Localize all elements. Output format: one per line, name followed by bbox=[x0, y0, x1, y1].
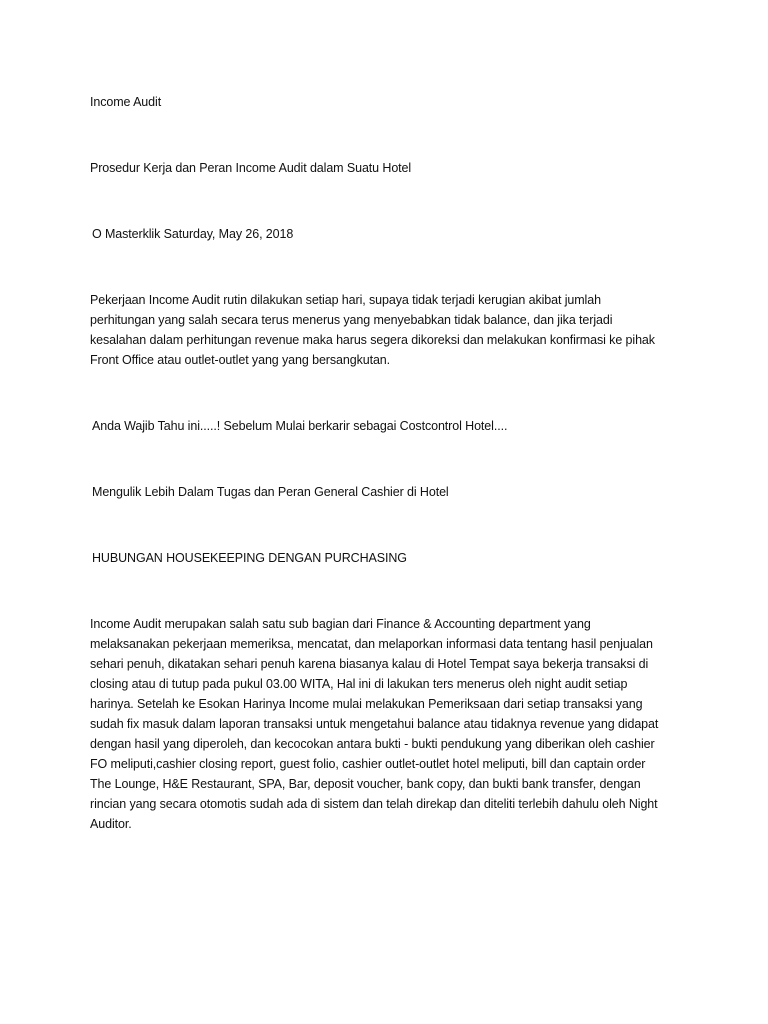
paragraph-line: closing atau di tutup pada pukul 03.00 WITA, Hal ini di lakukan ters menerus oleh night audit setiap bbox=[90, 677, 628, 691]
paragraph-line: The Lounge, H&E Restaurant, SPA, Bar, deposit voucher, bank copy, dan bukti bank transfer, dengan bbox=[90, 777, 641, 791]
intro-paragraph bbox=[90, 290, 690, 370]
paragraph-line: harinya. Setelah ke Esokan Harinya Income mulai melakukan Pemeriksaan dari setiap transaksi yang bbox=[90, 697, 643, 711]
paragraph-line: dengan hasil yang diperoleh, dan kecocokan antara bukti - bukti pendukung yang diberikan oleh cashier bbox=[90, 737, 655, 751]
paragraph-line: sehari penuh, dikatakan sehari penuh karena biasanya kalau di Hotel Tempat saya bekerja transaksi di bbox=[90, 657, 649, 671]
paragraph-line: kesalahan dalam perhitungan revenue maka harus segera dikoreksi dan melakukan konfirmasi ke pihak bbox=[90, 333, 655, 347]
paragraph-line: Income Audit merupakan salah satu sub bagian dari Finance & Accounting department yang bbox=[90, 617, 591, 631]
author-date-line: O Masterklik Saturday, May 26, 2018 bbox=[92, 227, 294, 241]
paragraph-line: sudah fix masuk dalam laporan transaksi untuk mengetahui balance atau tidaknya revenue yang didapat bbox=[90, 717, 659, 731]
paragraph-line: Auditor. bbox=[90, 817, 132, 831]
document-title: Income Audit bbox=[90, 95, 162, 109]
paragraph-line: rincian yang secara otomotis sudah ada di sistem dan telah direkap dan diteliti terlebih dahulu oleh Night bbox=[90, 797, 658, 811]
document-subtitle: Prosedur Kerja dan Peran Income Audit dalam Suatu Hotel bbox=[90, 161, 412, 175]
related-article-link[interactable]: Mengulik Lebih Dalam Tugas dan Peran General Cashier di Hotel bbox=[92, 485, 449, 499]
related-article-link[interactable]: HUBUNGAN HOUSEKEEPING DENGAN PURCHASING bbox=[92, 551, 407, 565]
paragraph-line: perhitungan yang salah secara terus menerus yang menyebabkan tidak balance, dan jika terjadi bbox=[90, 313, 613, 327]
paragraph-line: FO meliputi,cashier closing report, guest folio, cashier outlet-outlet hotel meliputi, bill dan captain order bbox=[90, 757, 646, 771]
paragraph-line: Pekerjaan Income Audit rutin dilakukan setiap hari, supaya tidak terjadi kerugian akibat jumlah bbox=[90, 293, 601, 307]
body-paragraph bbox=[90, 614, 690, 834]
paragraph-line: melaksanakan pekerjaan memeriksa, mencatat, dan melaporkan informasi data tentang hasil penjualan bbox=[90, 637, 653, 651]
related-article-link[interactable]: Anda Wajib Tahu ini.....! Sebelum Mulai berkarir sebagai Costcontrol Hotel.... bbox=[92, 419, 508, 433]
paragraph-line: Front Office atau outlet-outlet yang yang bersangkutan. bbox=[90, 353, 391, 367]
